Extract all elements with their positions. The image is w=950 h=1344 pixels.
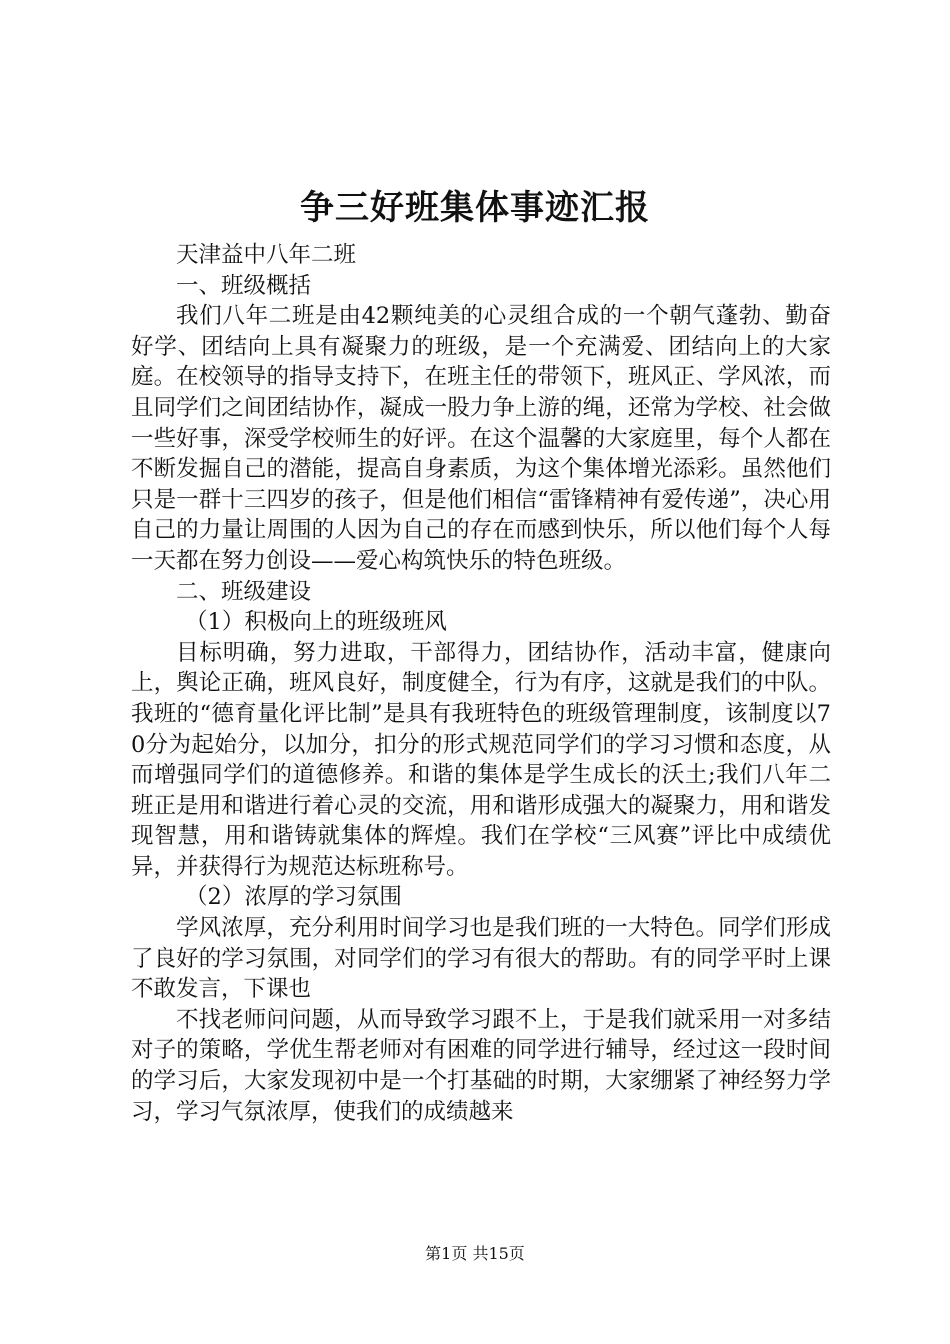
subheading-class-style: （1）积极向上的班级班风 <box>185 609 447 636</box>
document-body <box>131 240 831 1127</box>
overview-paragraph: 我们八年二班是由42颗纯美的心灵组合成的一个朝气蓬勃、勤奋好学、团结向上具有凝聚力的班级，是一个充满爱、团结向上的大家庭。在校领导的指导支持下，在班主任的带领下，班风正、学风浓，而且同学们之间团结协作，凝成一股力争上游的绳，还常为学校、社会做一些好事，深受学校师生的好评。在这个温馨的大家庭里，每个人都在不断发掘自己的潜能，提高自身素质，为这个集体增光添彩。虽然他们只是一群十三四岁的孩子，但是他们相信“雷锋精神有爱传递”，决心用自己的力量让周围的人因为自己的存在而感到快乐，所以他们每个人每一天都在努力创设——爱心构筑快乐的特色班级。 <box>131 303 831 574</box>
page-number-footer: 第1页 共15页 <box>425 1244 525 1263</box>
class-style-paragraph: 目标明确，努力进取，干部得力，团结协作，活动丰富，健康向上，舆论正确，班风良好，制度健全，行为有序，这就是我们的中队。我班的“德育量化评比制”是具有我班特色的班级管理制度，该制度以70分为起始分，以加分，扣分的形式规范同学们的学习习惯和态度，从而增强同学们的道德修养。和谐的集体是学生成长的沃土;我们八年二班正是用和谐进行着心灵的交流，用和谐形成强大的凝聚力，用和谐发现智慧，用和谐铸就集体的辉煌。我们在学校“三风赛”评比中成绩优异，并获得行为规范达标班称号。 <box>131 639 831 880</box>
study-continuation-paragraph: 不找老师问问题，从而导致学习跟不上，于是我们就采用一对多结对子的策略，学优生帮老师对有困难的同学进行辅导，经过这一段时间的学习后，大家发现初中是一个打基础的时期，大家绷紧了神经努力学习，学习气氛浓厚，使我们的成绩越来 <box>131 1006 831 1125</box>
study-atmosphere-paragraph: 学风浓厚，充分利用时间学习也是我们班的一大特色。同学们形成了良好的学习氛围，对同学们的学习有很大的帮助。有的同学平时上课不敢发言，下课也 <box>131 915 831 1003</box>
section-heading-overview: 一、班级概括 <box>176 272 312 299</box>
section-heading-construction: 二、班级建设 <box>176 578 312 605</box>
document-title: 争三好班集体事迹汇报 <box>300 188 650 228</box>
subheading-study-atmosphere: （2）浓厚的学习氛围 <box>185 884 402 911</box>
class-name-line: 天津益中八年二班 <box>176 242 357 268</box>
